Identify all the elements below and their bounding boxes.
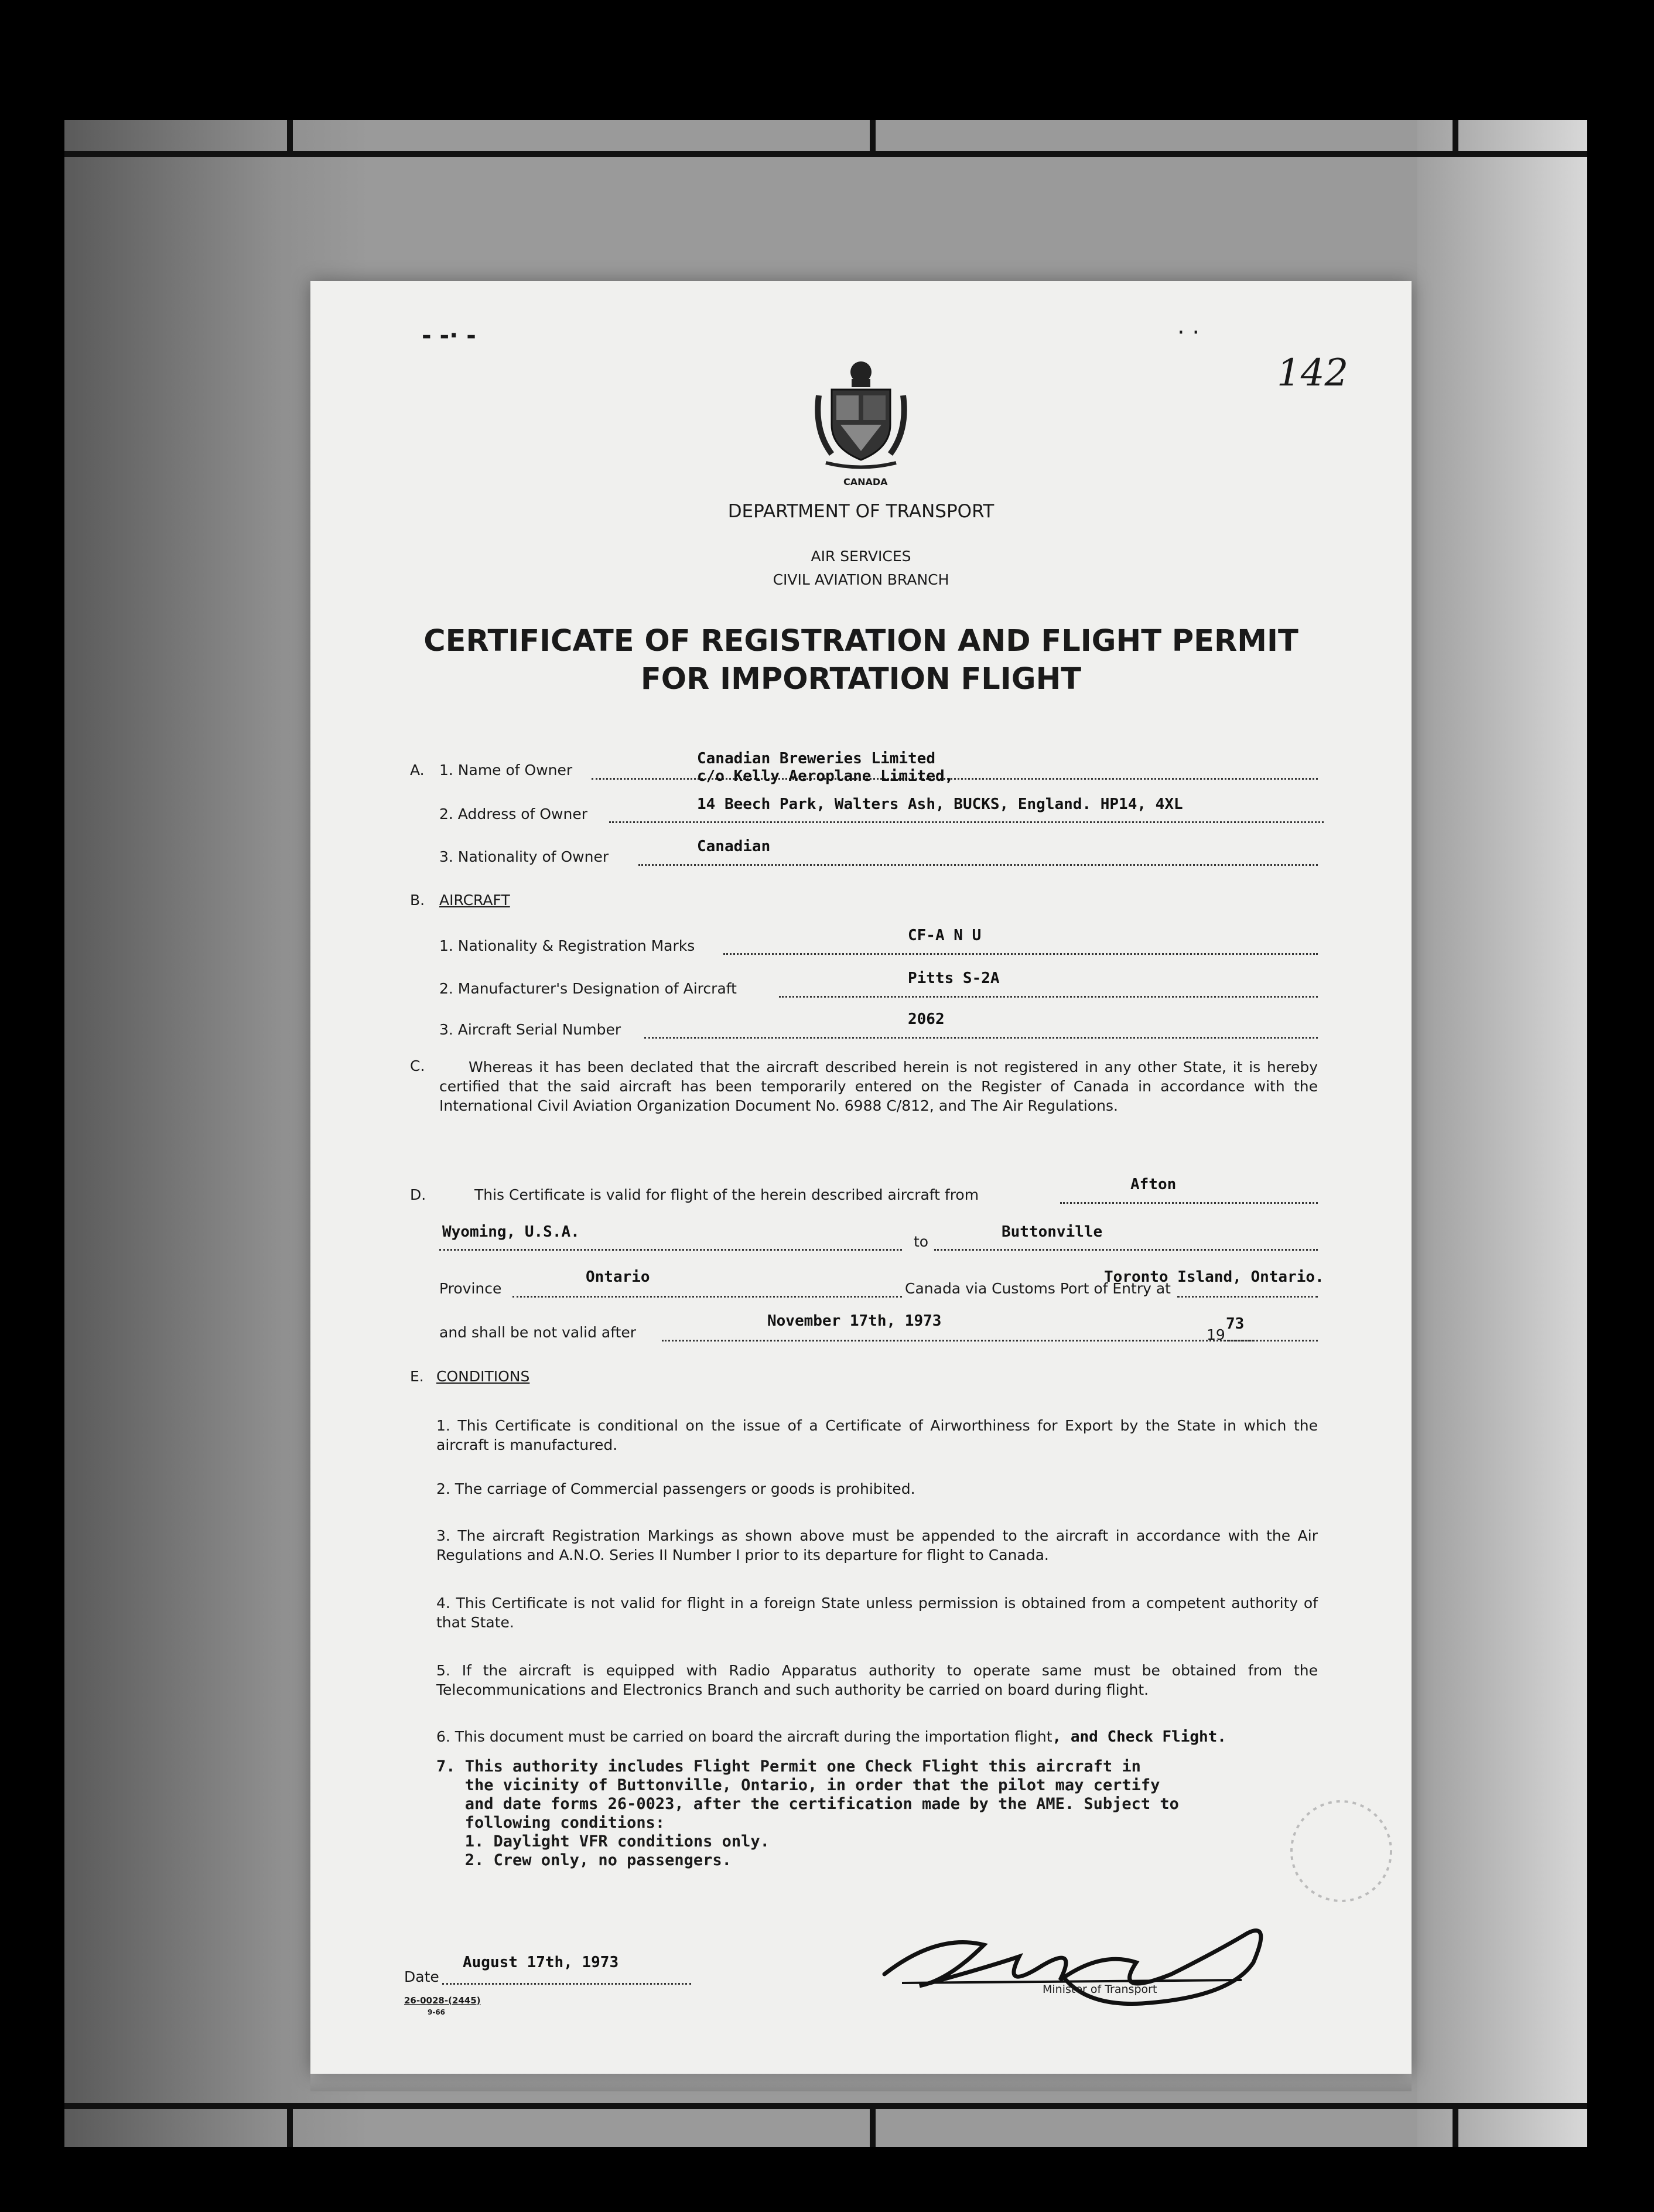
- minister-label: Minister of Transport: [1043, 1983, 1157, 1996]
- origin-line: [439, 1249, 902, 1251]
- form-revision: 9-66: [428, 2008, 446, 2016]
- faint-stamp: [1283, 1793, 1400, 1910]
- aircraft-serial-line: [644, 1037, 1318, 1039]
- condition-5: 5. If the aircraft is equipped with Radio Apparatus authority to operate same must be obtained from the Telecommunications and Electronics Branch and such authority be carried on board during flight.: [436, 1662, 1318, 1698]
- year-line: [1224, 1340, 1318, 1341]
- frame-tick: [870, 120, 876, 155]
- condition-4: 4. This Certificate is not valid for flight in a foreign State unless permission is obtained from a competent authority of that State.: [436, 1595, 1318, 1631]
- certificate-document: [310, 281, 1412, 2074]
- condition-7-typed: 7. This authority includes Flight Permit one Check Flight this aircraft in the vicinity of Buttonville, Ontario, in order that the pilot may certify and date forms 26-0023, after the certification made by the AME. Subject to following conditions: 1. Daylight VFR conditions only. 2. Crew only, no passengers.: [436, 1757, 1179, 1869]
- care-of-value: c/o Kelly Aeroplane Limited,: [697, 767, 954, 785]
- owner-name-label: 1. Name of Owner: [439, 762, 573, 779]
- owner-nationality-label: 3. Nationality of Owner: [439, 848, 609, 865]
- origin-value: Wyoming, U.S.A.: [442, 1223, 580, 1241]
- service-name: AIR SERVICES: [811, 548, 911, 565]
- branch-name: CIVIL AVIATION BRANCH: [773, 571, 949, 588]
- owner-nationality-line: [638, 864, 1318, 866]
- section-e-heading: CONDITIONS: [436, 1368, 530, 1385]
- customs-port-value: Toronto Island, Ontario.: [1104, 1268, 1324, 1286]
- registration-marks-label: 1. Nationality & Registration Marks: [439, 937, 695, 954]
- section-e-marker: E.: [410, 1368, 424, 1385]
- to-label: to: [914, 1233, 929, 1250]
- frame-tick: [287, 120, 293, 155]
- not-valid-after-label: and shall be not valid after: [439, 1324, 637, 1341]
- aircraft-serial-value: 2062: [908, 1011, 945, 1028]
- valid-from-value: Afton: [1130, 1176, 1177, 1193]
- form-number: 26-0028-(2445): [404, 1995, 481, 2006]
- registration-marks-line: [723, 953, 1318, 955]
- frame-tick: [1453, 120, 1458, 155]
- owner-address-line: [609, 821, 1324, 823]
- province-line: [512, 1296, 902, 1298]
- aircraft-designation-line: [779, 996, 1318, 998]
- customs-port-label: Canada via Customs Port of Entry at: [905, 1280, 1171, 1297]
- not-valid-after-line: [662, 1340, 1253, 1341]
- crest-caption: CANADA: [843, 476, 888, 487]
- section-d-marker: D.: [410, 1186, 426, 1203]
- destination-line: [934, 1249, 1318, 1251]
- frame-tick: [870, 2106, 876, 2147]
- aircraft-serial-label: 3. Aircraft Serial Number: [439, 1021, 621, 1038]
- destination-value: Buttonville: [1002, 1223, 1103, 1241]
- owner-nationality-value: Canadian: [697, 838, 771, 855]
- frame-tick: [287, 2106, 293, 2147]
- date-line: [442, 1983, 691, 1985]
- not-valid-after-value: November 17th, 1973: [767, 1312, 942, 1330]
- department-name: DEPARTMENT OF TRANSPORT: [727, 501, 995, 522]
- owner-address-value: 14 Beech Park, Walters Ash, BUCKS, England. HP14, 4XL: [697, 796, 1183, 813]
- frame-highlight: [1417, 120, 1587, 2147]
- owner-address-label: 2. Address of Owner: [439, 805, 587, 822]
- section-a-marker: A.: [410, 762, 425, 779]
- corner-scratch-mark: - -· -: [422, 322, 476, 349]
- province-value: Ontario: [586, 1268, 650, 1286]
- date-label: Date: [404, 1968, 439, 1985]
- page-number-handwritten: 142: [1277, 351, 1349, 395]
- aircraft-designation-value: Pitts S-2A: [908, 970, 1000, 987]
- section-b-heading: AIRCRAFT: [439, 892, 510, 909]
- date-value: August 17th, 1973: [463, 1954, 619, 1971]
- province-label: Province: [439, 1280, 502, 1297]
- valid-from-line: [1060, 1202, 1318, 1204]
- year-value: 73: [1226, 1315, 1245, 1333]
- frame-rule-top: [64, 151, 1587, 157]
- condition-2: 2. The carriage of Commercial passengers or goods is prohibited.: [436, 1480, 915, 1497]
- certificate-title-line-1: CERTIFICATE OF REGISTRATION AND FLIGHT PERMIT: [423, 624, 1298, 658]
- owner-name-value: Canadian Breweries Limited: [697, 750, 935, 767]
- condition-6-printed: 6. This document must be carried on board the aircraft during the importation flight: [436, 1728, 1052, 1745]
- frame-rule-bottom: [64, 2103, 1587, 2109]
- valid-from-label: This Certificate is valid for flight of the herein described aircraft from: [474, 1186, 979, 1203]
- section-c-marker: C.: [410, 1057, 425, 1074]
- section-b-marker: B.: [410, 892, 425, 909]
- registration-declaration: Whereas it has been declated that the aircraft described herein is not registered in any other State, it is hereby certified that the said aircraft has been temporarily entered on the Register of Canada in accordance with the International Civil Aviation Organization Document No. 6988 C/812, and The Air Regulations.: [439, 1059, 1318, 1114]
- condition-6: [436, 1728, 1226, 1746]
- condition-6-typed: , and Check Flight.: [1052, 1728, 1226, 1746]
- condition-1: 1. This Certificate is conditional on the issue of a Certificate of Airworthiness for Export by the State in which the aircraft is manufactured.: [436, 1417, 1318, 1453]
- condition-3: 3. The aircraft Registration Markings as shown above must be appended to the aircraft in accordance with the Air Regulations and A.N.O. Series II Number I prior to its departure for flight to Canada.: [436, 1527, 1318, 1564]
- registration-marks-value: CF-A N U: [908, 927, 982, 944]
- corner-scratch-mark: · ·: [1177, 319, 1200, 346]
- aircraft-designation-label: 2. Manufacturer's Designation of Aircraft: [439, 980, 737, 997]
- frame-tick: [1453, 2106, 1458, 2147]
- year-prefix: 19: [1207, 1326, 1225, 1343]
- canada-coat-of-arms-icon: [814, 354, 908, 475]
- certificate-title-line-2: FOR IMPORTATION FLIGHT: [640, 662, 1082, 697]
- customs-port-line: [1177, 1296, 1318, 1298]
